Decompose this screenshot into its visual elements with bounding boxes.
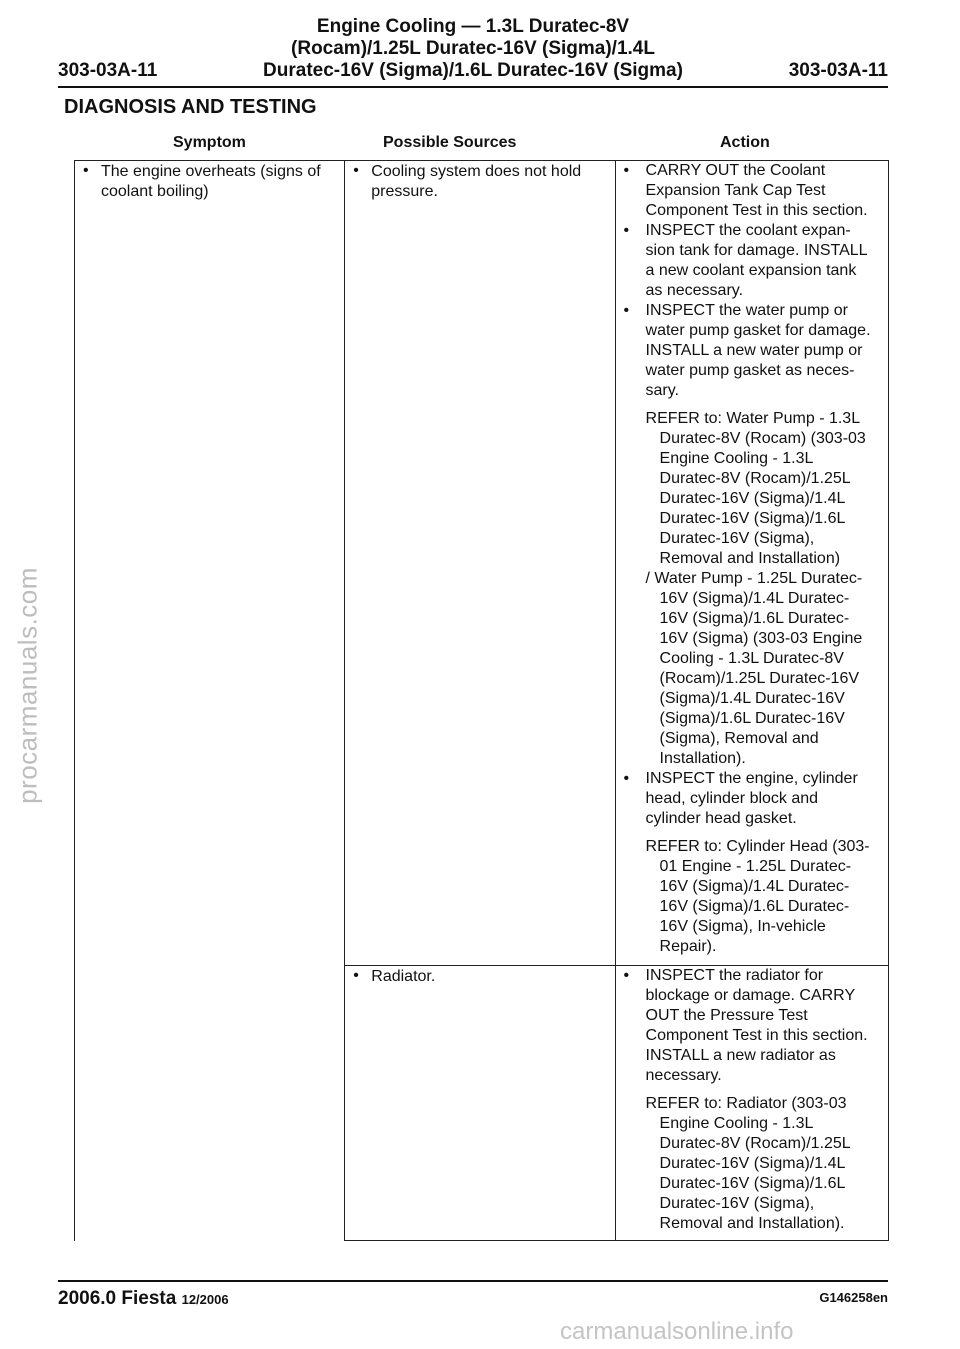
action-item-engine-inspect: • INSPECT the engine, cylinder head, cylinder block and cylinder head gasket. bbox=[616, 769, 888, 829]
source-item: • Radiator. bbox=[345, 966, 614, 987]
action-cell bbox=[615, 161, 888, 966]
footer-rule bbox=[58, 1280, 888, 1282]
side-watermark bbox=[8, 560, 48, 820]
footer-model: 2006.0 Fiesta 12/2006 bbox=[58, 1288, 229, 1309]
footer-code: G146258en bbox=[819, 1290, 888, 1305]
page-footer bbox=[58, 1280, 888, 1309]
source-item: • Cooling system does not hold pressure. bbox=[345, 161, 614, 202]
source-cell bbox=[345, 966, 615, 1241]
header-title-line-3: Duratec-16V (Sigma)/1.6L Duratec-16V (Sigma) bbox=[263, 60, 683, 81]
page-header bbox=[58, 14, 888, 94]
reference-cylinder-head[interactable]: REFER to: Cylinder Head (303- 01 Engine - 1.25L Duratec- 16V (Sigma)/1.4L Duratec- 16V (Sigma)/1.6L Duratec- 16V (Sigma), In-vehicle Repair). bbox=[645, 838, 870, 955]
table-row bbox=[75, 161, 889, 966]
header-rule bbox=[58, 86, 888, 88]
header-title-line-2: (Rocam)/1.25L Duratec-16V (Sigma)/1.4L bbox=[291, 38, 655, 59]
footer-date: 12/2006 bbox=[181, 1292, 229, 1307]
column-header-action: Action bbox=[720, 134, 770, 151]
symptom-item: • The engine overheats (signs of coolant boiling) bbox=[75, 161, 344, 202]
symptom-cell-empty bbox=[75, 966, 345, 1241]
bottom-watermark: carmanualsonline.info bbox=[560, 1318, 794, 1345]
action-item-coolant-cap-test: • CARRY OUT the Coolant Expansion Tank Cap Test Component Test in this section. bbox=[616, 161, 888, 221]
symptom-cell bbox=[75, 161, 345, 966]
section-title: DIAGNOSIS AND TESTING bbox=[64, 96, 317, 118]
action-cell bbox=[615, 966, 888, 1241]
page-number-left: 303-03A-11 bbox=[58, 60, 158, 81]
action-item-water-pump: • INSPECT the water pump or water pump gasket for damage. INSTALL a new water pump or water pump gasket as neces- sary. bbox=[616, 301, 888, 401]
column-header-symptom: Symptom bbox=[173, 134, 246, 151]
column-header-sources: Possible Sources bbox=[383, 134, 517, 151]
header-title-line-1: Engine Cooling — 1.3L Duratec-8V bbox=[316, 16, 630, 37]
diagnosis-table bbox=[74, 160, 889, 1241]
reference-water-pump[interactable]: REFER to: Water Pump - 1.3L Duratec-8V (Rocam) (303-03 Engine Cooling - 1.3L Duratec-8V (Rocam)/1.25L Duratec-16V (Sigma)/1.4L Duratec-16V (Sigma)/1.6L Duratec-16V (Sigma), Removal and Installation) / Water Pump - 1.25L Duratec- 16V (Sigma)/1.4L Duratec- 16V (Sigma)/1.6L Duratec- 16V (Sigma) (303-03 Engine Cooling - 1.3L Duratec-8V (Rocam)/1.25L Duratec-16V (Sigma)/1.4L Duratec-16V (Sigma)/1.6L Duratec-16V (Sigma), Removal and Installation). bbox=[645, 410, 866, 767]
page-number-right: 303-03A-11 bbox=[788, 60, 888, 81]
table-row bbox=[75, 966, 889, 1241]
side-watermark-text: procarmanuals.com bbox=[12, 567, 43, 804]
action-item-radiator: • INSPECT the radiator for blockage or damage. CARRY OUT the Pressure Test Component Test in this section. INSTALL a new radiator as necessary. bbox=[616, 966, 888, 1086]
source-cell bbox=[345, 161, 615, 966]
reference-radiator[interactable]: REFER to: Radiator (303-03 Engine Cooling - 1.3L Duratec-8V (Rocam)/1.25L Duratec-16V (Sigma)/1.4L Duratec-16V (Sigma)/1.6L Duratec-16V (Sigma), Removal and Installation). bbox=[645, 1095, 851, 1232]
action-item-expansion-tank: • INSPECT the coolant expan- sion tank for damage. INSTALL a new coolant expansion tank as necessary. bbox=[616, 221, 888, 301]
